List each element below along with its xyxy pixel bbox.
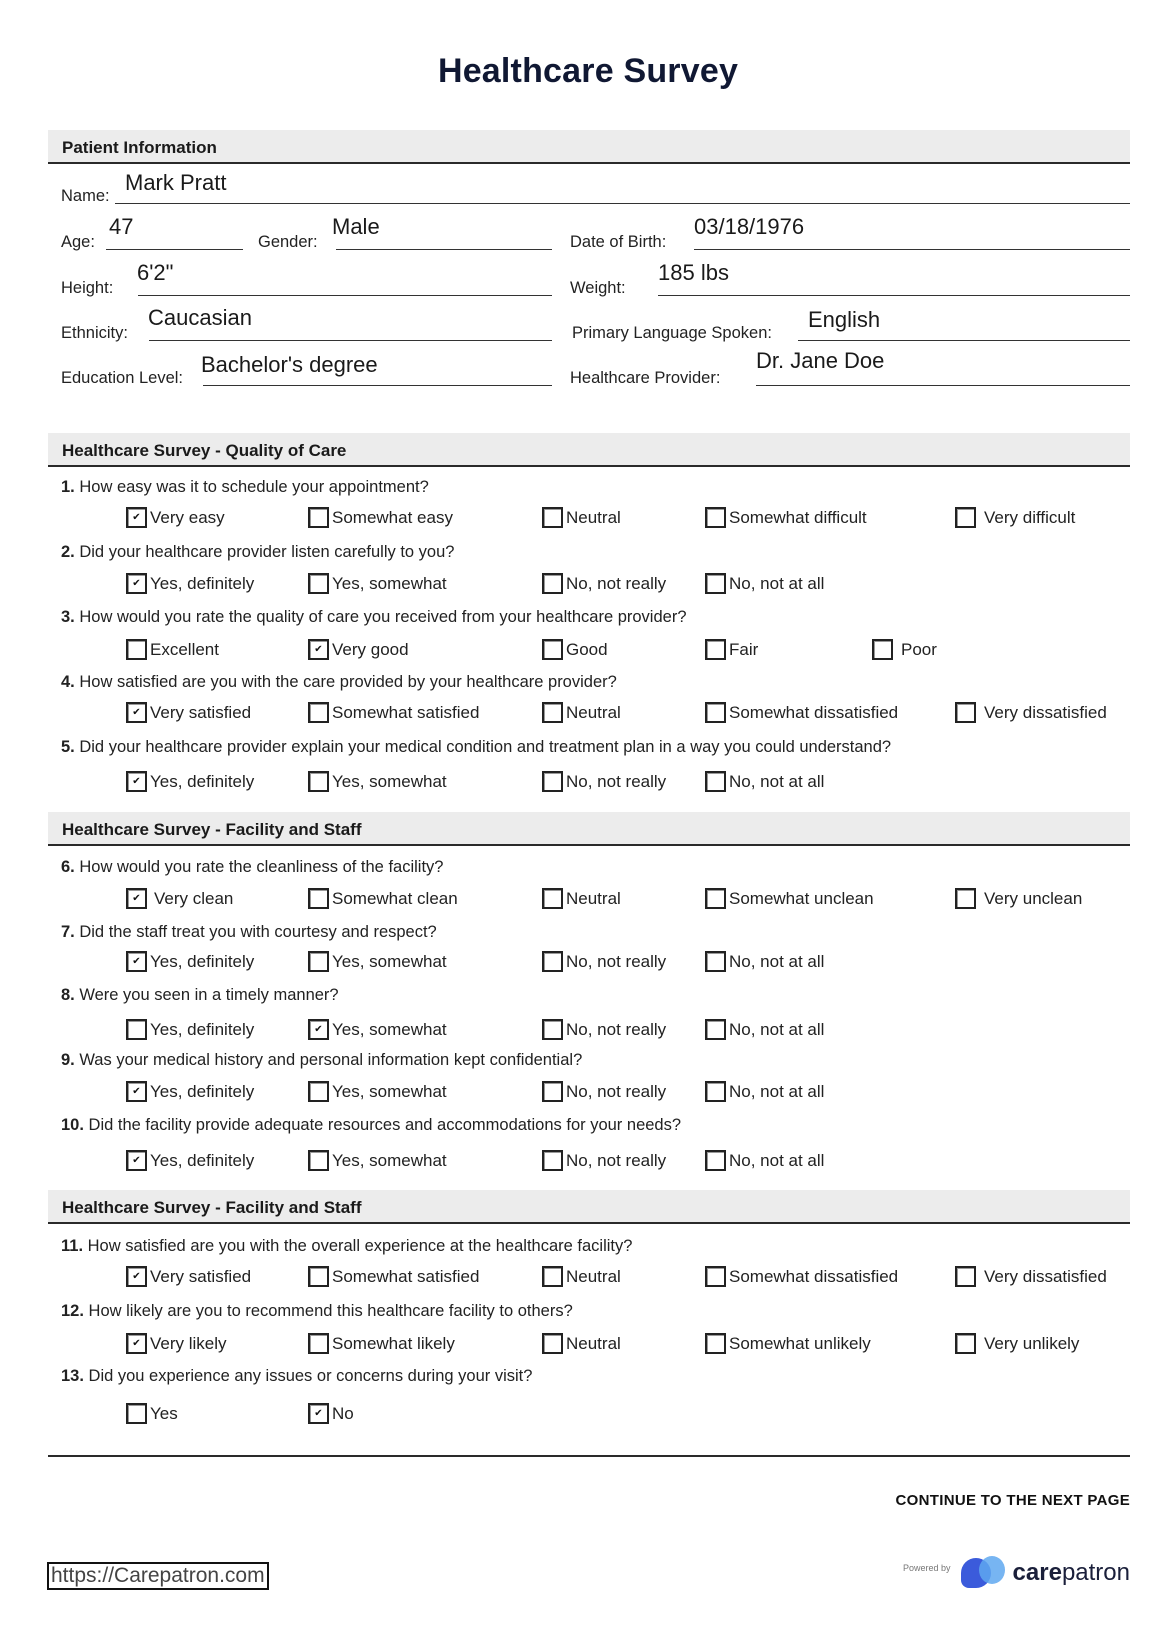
weight-label: Weight: [570,279,626,297]
weight-line [658,295,1130,296]
q12-option-somewhat-unlikely[interactable]: Somewhat unlikely [705,1333,871,1354]
question-1: 1. How easy was it to schedule your appointment? [61,478,429,496]
q10-option-no-not-at-all[interactable]: No, not at all [705,1150,824,1171]
q4-option-very-dissatisfied[interactable]: Very dissatisfied [955,702,1107,723]
checkbox-checked-icon[interactable] [126,888,147,909]
q5-option-no-not-really[interactable]: No, not really [542,771,666,792]
q2-option-yes-definitely[interactable]: ✔ Yes, definitely [126,573,254,594]
checkbox-icon[interactable] [126,1403,147,1424]
q6-option-very-clean[interactable]: ✔ Very clean [126,888,233,909]
q8-option-yes-definitely[interactable]: Yes, definitely [126,1019,254,1040]
age-value[interactable]: 47 [109,214,134,239]
checkbox-icon[interactable] [308,951,329,972]
checkbox-icon[interactable] [705,702,726,723]
q13-option-no[interactable]: ✔ No [308,1403,354,1424]
page-title: Healthcare Survey [437,52,739,90]
question-5: 5. Did your healthcare provider explain your medical condition and treatment plan in a way you could understand? [61,738,892,756]
checkbox-icon[interactable] [955,1333,976,1354]
checkbox-icon[interactable] [705,951,726,972]
q1-option-very-easy[interactable]: ✔ Very easy [126,507,225,528]
q9-option-no-not-really[interactable]: No, not really [542,1081,666,1102]
q13-option-yes[interactable]: Yes [126,1403,178,1424]
q9-option-yes-definitely[interactable]: ✔ Yes, definitely [126,1081,254,1102]
checkbox-checked-icon[interactable] [308,1403,329,1424]
checkbox-checked-icon[interactable] [308,639,329,660]
checkbox-icon[interactable] [308,573,329,594]
checkbox-checked-icon[interactable] [126,771,147,792]
q6-option-very-unclean[interactable]: Very unclean [955,888,1082,909]
powered-by-carepatron[interactable] [903,1556,1130,1590]
name-field[interactable] [61,170,1130,206]
checkbox-icon[interactable] [542,702,563,723]
q11-option-very-satisfied[interactable]: ✔ Very satisfied [126,1266,251,1287]
q1-option-somewhat-difficult[interactable]: Somewhat difficult [705,507,867,528]
checkbox-icon[interactable] [126,1019,147,1040]
checkbox-icon[interactable] [705,1333,726,1354]
continue-next-page-label: CONTINUE TO THE NEXT PAGE [895,1492,1130,1509]
question-9: 9. Was your medical history and personal information kept confidential? [61,1051,583,1069]
checkbox-icon[interactable] [308,771,329,792]
q11-option-somewhat-satisfied[interactable]: Somewhat satisfied [308,1266,479,1287]
q6-option-somewhat-clean[interactable]: Somewhat clean [308,888,458,909]
question-10: 10. Did the facility provide adequate resources and accommodations for your needs? [61,1116,682,1134]
checkbox-icon[interactable] [955,702,976,723]
checkbox-icon[interactable] [308,1150,329,1171]
q7-option-no-not-really[interactable]: No, not really [542,951,666,972]
checkbox-icon[interactable] [308,507,329,528]
age-line [106,249,243,250]
checkbox-icon[interactable] [308,888,329,909]
provider-field[interactable] [570,348,1130,388]
q5-option-no-not-at-all[interactable]: No, not at all [705,771,824,792]
checkbox-icon[interactable] [308,702,329,723]
checkbox-icon[interactable] [705,573,726,594]
weight-value[interactable]: 185 lbs [658,260,729,285]
q11-option-somewhat-dissatisfied[interactable]: Somewhat dissatisfied [705,1266,898,1287]
q8-option-no-not-at-all[interactable]: No, not at all [705,1019,824,1040]
question-11: 11. How satisfied are you with the overall experience at the healthcare facility? [61,1237,633,1255]
provider-line [756,385,1130,386]
checkbox-icon[interactable] [308,1333,329,1354]
checkbox-icon[interactable] [705,507,726,528]
q5-option-yes-somewhat[interactable]: Yes, somewhat [308,771,447,792]
q4-option-neutral[interactable]: Neutral [542,702,621,723]
q3-option-fair[interactable]: Fair [705,639,758,660]
checkbox-icon[interactable] [542,888,563,909]
language-label: Primary Language Spoken: [572,324,772,342]
q3-option-good[interactable]: Good [542,639,608,660]
q5-option-yes-definitely[interactable]: ✔ Yes, definitely [126,771,254,792]
checkbox-icon[interactable] [308,1081,329,1102]
name-label: Name: [61,187,110,205]
carepatron-url-link[interactable]: https://Carepatron.com [47,1562,269,1590]
checkbox-icon[interactable] [542,1150,563,1171]
checkbox-icon[interactable] [705,1266,726,1287]
q11-option-very-dissatisfied[interactable]: Very dissatisfied [955,1266,1107,1287]
provider-value[interactable]: Dr. Jane Doe [756,348,885,373]
question-8: 8. Were you seen in a timely manner? [61,986,339,1004]
footer-divider [48,1455,1130,1457]
checkbox-icon[interactable] [705,1150,726,1171]
checkbox-icon[interactable] [126,639,147,660]
education-label: Education Level: [61,369,184,387]
checkbox-icon[interactable] [705,639,726,660]
checkbox-icon[interactable] [705,771,726,792]
checkbox-checked-icon[interactable] [126,702,147,723]
checkbox-icon[interactable] [542,573,563,594]
checkbox-icon[interactable] [872,639,893,660]
powered-by-label: Powered by [903,1563,951,1573]
q1-option-very-difficult[interactable]: Very difficult [955,507,1075,528]
q3-option-excellent[interactable]: Excellent [126,639,219,660]
gender-line [336,249,552,250]
language-field[interactable] [572,307,1130,343]
checkbox-checked-icon[interactable] [126,507,147,528]
checkbox-checked-icon[interactable] [126,1081,147,1102]
age-label: Age: [61,233,95,251]
q7-option-no-not-at-all[interactable]: No, not at all [705,951,824,972]
checkbox-icon[interactable] [705,1019,726,1040]
weight-field[interactable] [570,260,1130,298]
q1-option-somewhat-easy[interactable]: Somewhat easy [308,507,453,528]
q4-option-very-satisfied[interactable]: ✔ Very satisfied [126,702,251,723]
checkbox-checked-icon[interactable] [126,1150,147,1171]
q10-option-yes-somewhat[interactable]: Yes, somewhat [308,1150,447,1171]
q6-option-somewhat-unclean[interactable]: Somewhat unclean [705,888,874,909]
q6-option-neutral[interactable]: Neutral [542,888,621,909]
question-2: 2. Did your healthcare provider listen carefully to you? [61,543,455,561]
checkbox-checked-icon[interactable] [126,951,147,972]
height-value[interactable]: 6'2" [137,260,174,285]
q1-option-neutral[interactable]: Neutral [542,507,621,528]
language-line [798,340,1130,341]
question-13: 13. Did you experience any issues or concerns during your visit? [61,1367,533,1385]
question-4: 4. How satisfied are you with the care provided by your healthcare provider? [61,673,617,691]
q3-option-poor[interactable]: Poor [872,639,937,660]
dob-label: Date of Birth: [570,233,667,251]
q12-option-very-unlikely[interactable]: Very unlikely [955,1333,1079,1354]
checkbox-icon[interactable] [542,507,563,528]
q8-option-no-not-really[interactable]: No, not really [542,1019,666,1040]
language-value[interactable]: English [808,307,881,332]
checkbox-icon[interactable] [542,639,563,660]
ethnicity-label: Ethnicity: [61,324,128,342]
q9-option-yes-somewhat[interactable]: Yes, somewhat [308,1081,447,1102]
section-header-patient-info: Patient Information [48,130,1130,164]
checkbox-checked-icon[interactable] [308,1019,329,1040]
checkbox-icon[interactable] [542,951,563,972]
q2-option-yes-somewhat[interactable]: Yes, somewhat [308,573,447,594]
q12-option-somewhat-likely[interactable]: Somewhat likely [308,1333,455,1354]
q3-option-very-good[interactable]: ✔ Very good [308,639,409,660]
checkbox-icon[interactable] [955,888,976,909]
carepatron-wordmark: carepatron [1012,1559,1130,1586]
checkbox-icon[interactable] [542,771,563,792]
dob-line [694,249,1130,250]
q4-option-somewhat-dissatisfied[interactable]: Somewhat dissatisfied [705,702,898,723]
name-value[interactable]: Mark Pratt [125,170,227,195]
question-7: 7. Did the staff treat you with courtesy and respect? [61,923,437,941]
checkbox-checked-icon[interactable] [126,1266,147,1287]
ethnicity-line [149,340,552,341]
gender-field[interactable] [258,214,552,252]
checkbox-icon[interactable] [542,1019,563,1040]
height-label: Height: [61,279,114,297]
checkbox-icon[interactable] [542,1266,563,1287]
q2-option-no-not-really[interactable]: No, not really [542,573,666,594]
checkbox-checked-icon[interactable] [126,573,147,594]
gender-label: Gender: [258,233,318,251]
dob-field[interactable] [570,214,1130,252]
checkbox-icon[interactable] [308,1266,329,1287]
checkbox-icon[interactable] [705,888,726,909]
gender-value[interactable]: Male [332,214,380,239]
ethnicity-value[interactable]: Caucasian [148,305,252,330]
question-6: 6. How would you rate the cleanliness of the facility? [61,858,444,876]
checkbox-icon[interactable] [542,1081,563,1102]
q10-option-no-not-really[interactable]: No, not really [542,1150,666,1171]
section-header-facility-and-staff-2: Healthcare Survey - Facility and Staff [48,1190,1130,1224]
checkbox-icon[interactable] [955,507,976,528]
q12-option-very-likely[interactable]: ✔ Very likely [126,1333,227,1354]
q7-option-yes-definitely[interactable]: ✔ Yes, definitely [126,951,254,972]
height-line [138,295,552,296]
education-value[interactable]: Bachelor's degree [201,352,378,377]
education-line [203,385,552,386]
q7-option-yes-somewhat[interactable]: Yes, somewhat [308,951,447,972]
checkbox-icon[interactable] [705,1081,726,1102]
q2-option-no-not-at-all[interactable]: No, not at all [705,573,824,594]
dob-value[interactable]: 03/18/1976 [694,214,805,239]
question-3: 3. How would you rate the quality of care you received from your healthcare provider? [61,608,687,626]
q9-option-no-not-at-all[interactable]: No, not at all [705,1081,824,1102]
ethnicity-field[interactable] [61,305,552,343]
provider-label: Healthcare Provider: [570,369,721,387]
checkbox-icon[interactable] [542,1333,563,1354]
section-header-facility-and-staff: Healthcare Survey - Facility and Staff [48,812,1130,846]
carepatron-logo-icon [961,1556,1007,1590]
name-line [115,203,1130,204]
checkbox-checked-icon[interactable] [126,1333,147,1354]
q4-option-somewhat-satisfied[interactable]: Somewhat satisfied [308,702,479,723]
q10-option-yes-definitely[interactable]: ✔ Yes, definitely [126,1150,254,1171]
checkbox-icon[interactable] [955,1266,976,1287]
section-header-quality-of-care: Healthcare Survey - Quality of Care [48,433,1130,467]
age-field[interactable] [61,214,243,252]
question-12: 12. How likely are you to recommend this healthcare facility to others? [61,1302,573,1320]
education-field[interactable] [61,352,552,388]
q12-option-neutral[interactable]: Neutral [542,1333,621,1354]
height-field[interactable] [61,260,552,298]
q11-option-neutral[interactable]: Neutral [542,1266,621,1287]
q8-option-yes-somewhat[interactable]: ✔ Yes, somewhat [308,1019,447,1040]
